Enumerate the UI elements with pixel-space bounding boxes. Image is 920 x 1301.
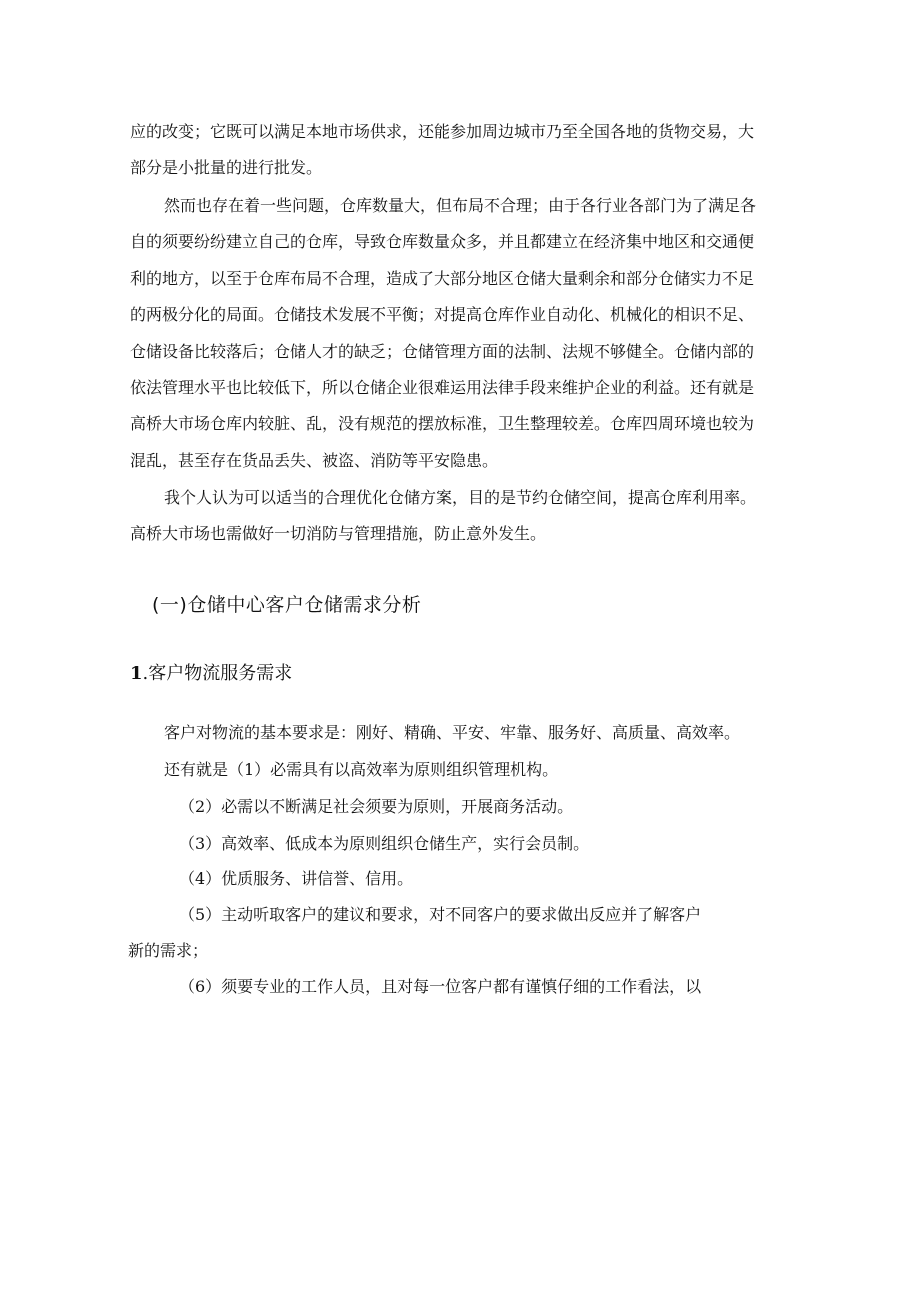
requirement-item-5-line-1: （5）主动听取客户的建议和要求，对不同客户的要求做出反应并了解客户 [179, 905, 702, 924]
paragraph-2-line-6: 依法管理水平也比较低下，所以仓储企业很难运用法律手段来维护企业的利益。还有就是 [130, 378, 755, 397]
requirement-item-6: （6）须要专业的工作人员，且对每一位客户都有谨慎仔细的工作看法，以 [179, 977, 702, 996]
requirement-item-2: （2）必需以不断满足社会须要为原则，开展商务活动。 [179, 797, 574, 816]
subsection-title: .客户物流服务需求 [142, 663, 293, 684]
requirement-item-3: （3）高效率、低成本为原则组织仓储生产，实行会员制。 [179, 834, 590, 853]
requirements-intro: 客户对物流的基本要求是：刚好、精确、平安、牢靠、服务好、高质量、高效率。 [164, 723, 741, 742]
paragraph-1-line-1: 应的改变；它既可以满足本地市场供求，还能参加周边城市乃至全国各地的货物交易，大 [130, 122, 755, 141]
paragraph-2-line-8: 混乱，甚至存在货品丢失、被盗、消防等平安隐患。 [130, 451, 499, 470]
paragraph-2-line-3: 利的地方，以至于仓库布局不合理，造成了大部分地区仓储大量剩余和部分仓储实力不足 [130, 269, 755, 288]
section-heading: (一)仓储中心客户仓储需求分析 [152, 594, 422, 616]
paragraph-2-line-2: 自的须要纷纷建立自己的仓库，导致仓库数量众多，并且都建立在经济集中地区和交通便 [130, 232, 755, 251]
requirement-item-5-line-2: 新的需求； [128, 941, 209, 960]
paragraph-2-line-5: 仓储设备比较落后；仓储人才的缺乏；仓储管理方面的法制、法规不够健全。仓储内部的 [130, 342, 755, 361]
paragraph-2-line-7: 高桥大市场仓库内较脏、乱，没有规范的摆放标准，卫生整理较差。仓库四周环境也较为 [130, 414, 755, 433]
paragraph-1-line-2: 部分是小批量的进行批发。 [130, 158, 323, 177]
subsection-heading [130, 663, 292, 685]
paragraph-2-line-1: 然而也存在着一些问题，仓库数量大，但布局不合理；由于各行业各部门为了满足各 [164, 196, 757, 215]
paragraph-3-line-2: 高桥大市场也需做好一切消防与管理措施，防止意外发生。 [130, 524, 547, 543]
subsection-number: 1 [130, 663, 143, 684]
paragraph-2-line-4: 的两极分化的局面。仓储技术发展不平衡；对提高仓库作业自动化、机械化的相识不足、 [130, 305, 755, 324]
requirement-item-1: 还有就是（1）必需具有以高效率为原则组织管理机构。 [164, 760, 559, 779]
paragraph-3-line-1: 我个人认为可以适当的合理优化仓储方案，目的是节约仓储空间，提高仓库利用率。 [164, 488, 757, 507]
requirement-item-4: （4）优质服务、讲信誉、信用。 [179, 869, 414, 888]
